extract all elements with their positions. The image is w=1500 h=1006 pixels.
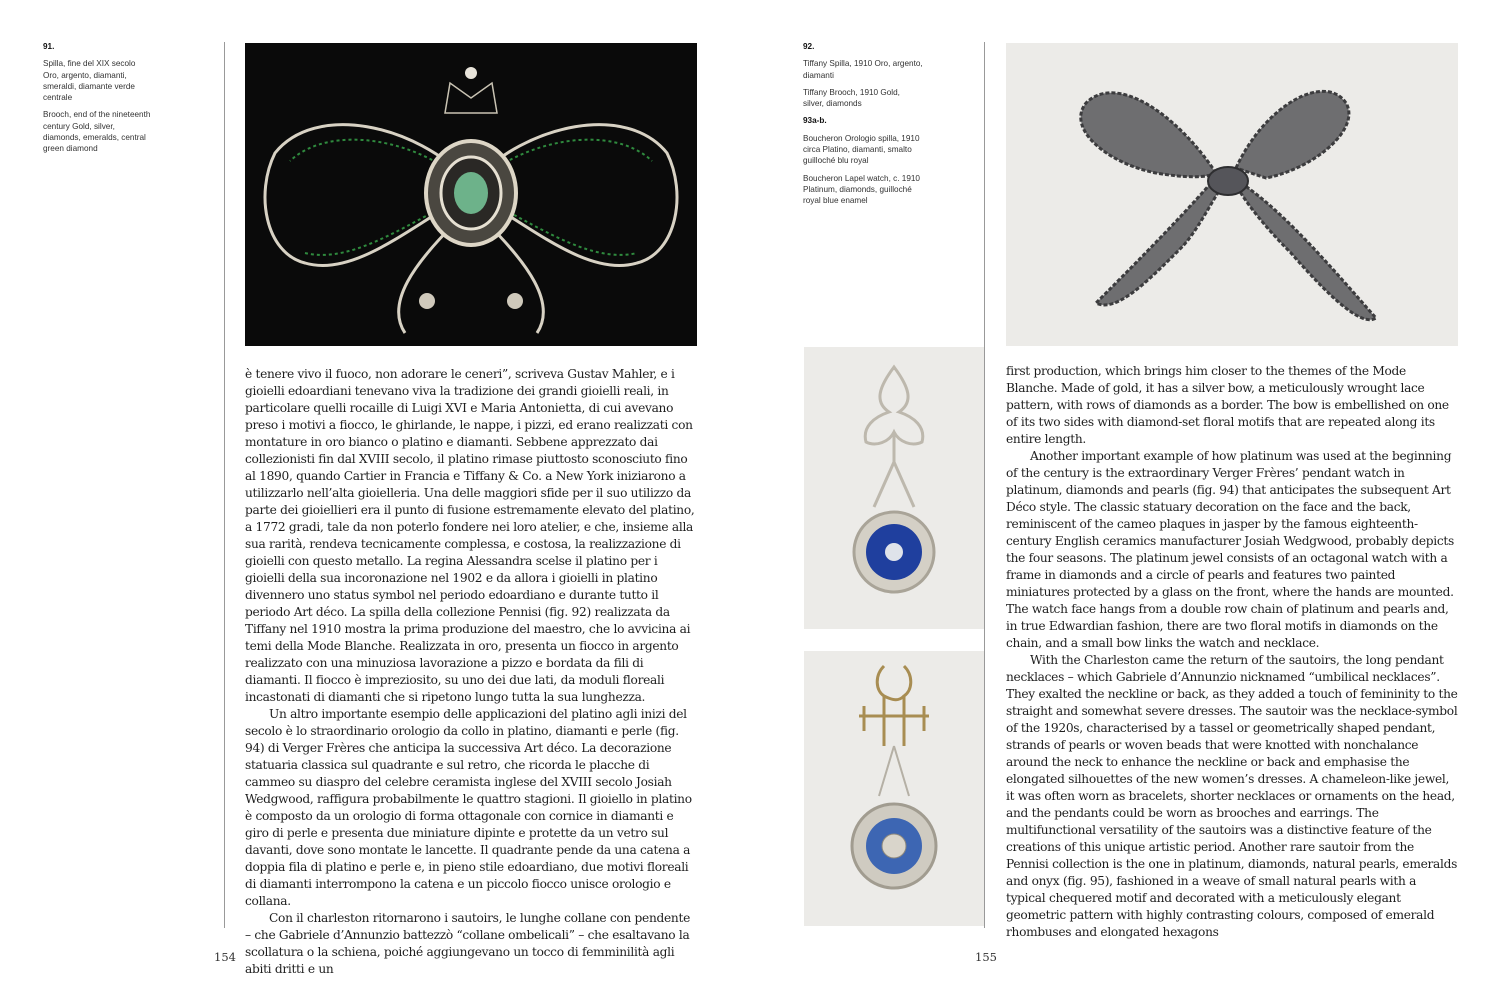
paragraph: With the Charleston came the return of the sautoirs, the long pendant necklaces – which Gabriele d’Annunzio nicknamed “umbilical necklaces”. They exalted the neckline or back, as they added a touch of femininity to the straight and somewhat severe dresses. The sautoir was the necklace-symbol of the 1920s, characterised by a tassel or geometrically shaped pendant, strands of pearls or woven beads that were knotted with nonchalance around the neck to enhance the neckline or back and emphasise the elongated silhouettes of the new women’s dresses. A chameleon-like jewel, it was often worn as bracelets, shorter necklaces or ornaments on the head, and the pendants could be worn as brooches and earrings. The multifunctional versatility of the sautoirs was a distinctive feature of the creations of this unique artistic period. Another rare sautoir from the Pennisi collection is the one in platinum, diamonds, natural pearls, emeralds and onyx (fig. 95), fashioned in a weave of small natural pearls with a typical chequered motif and decorated with a meticulously elegant geometric pattern with highly contrasting colours, composed of emerald rhombuses and elongated hexagons xyxy=(1006,653,1458,939)
caption-italian: Spilla, fine del XIX secolo Oro, argento, diamanti, smeraldi, diamante verde centrale xyxy=(43,59,136,103)
caption-english: Boucheron Lapel watch, c. 1910 Platinum, diamonds, guilloché royal blue enamel xyxy=(803,173,920,206)
emerald-bow-brooch-image xyxy=(245,43,697,346)
figure-number: 93a-b. xyxy=(803,116,827,126)
caption-italian: Boucheron Orologio spilla, 1910 circa Platino, diamanti, smalto guilloché blu royal xyxy=(803,133,920,166)
lace-bow-photo-fig-92 xyxy=(1006,43,1458,346)
paragraph: Another important example of how platinum was used at the beginning of the century is the extraordinary Verger Frères’ pendant watch in platinum, diamonds and pearls (fig. 94) that anticipates the subsequent Art Déco style. The classic statuary decoration on the face and the back, reminiscent of the cameo plaques in jasper by the famous eighteenth-century English ceramics manufacturer Josiah Wedgwood, probably depicts the four seasons. The platinum jewel consists of an octagonal watch with a frame in diamonds and a circle of pearls and features two painted miniatures protected by a glass on the front, where the hands are mounted. The watch face hangs from a double row chain of platinum and pearls and, in true Edwardian fashion, there are two floral motifs in diamonds on the chain, and a small bow links the watch and necklace. xyxy=(1006,449,1454,650)
figure-number: 91. xyxy=(43,42,55,51)
lace-bow-brooch-image xyxy=(1006,43,1458,346)
lapel-watch-front-image xyxy=(804,347,984,629)
paragraph: Con il charleston ritornarono i sautoirs, le lunghe collane con pendente – che Gabriele d’Annunzio battezzò “collane ombelicali” – che esaltavano la scollatura o la schiena, poiché aggiungevano un tocco di femminilità agli abiti dritti e un xyxy=(245,911,690,976)
lapel-watch-back-image xyxy=(804,651,984,926)
body-text-english xyxy=(1006,363,1458,941)
watch-photo-front-fig-93a xyxy=(804,347,984,629)
caption-fig-91 xyxy=(43,41,151,161)
caption-english: Tiffany Brooch, 1910 Gold, silver, diamonds xyxy=(803,87,900,109)
paragraph: è tenere vivo il fuoco, non adorare le ceneri”, scriveva Gustav Mahler, e i gioielli edoardiani tenevano viva la tradizione dei grandi gioielli reali, in particolare quelli rocaille di Luigi XVI e Maria Antonietta, di cui avevano preso i motivi a fiocco, le ghirlande, le nappe, i pizzi, ed erano realizzati con montature in oro bianco o platino e diamanti. Sebbene apprezzato dai collezionisti fin dal XVIII secolo, il platino rimase piuttosto sconosciuto fino al 1890, quando Cartier in Francia e Tiffany & Co. a New York iniziarono a utilizzarlo nell’alta gioielleria. Una delle maggiori sfide per il suo utilizzo da parte dei gioiellieri era il punto di fusione estremamente elevato del platino, a 1772 gradi, tale da non poterlo fondere nei loro atelier, e che, insieme alla sua rarità, rendeva tecnicamente complessa, e costosa, la realizzazione di gioielli con questo metallo. La regina Alessandra scelse il platino per i gioielli della sua incoronazione nel 1902 e da allora i gioielli in platino divennero uno status symbol nel periodo edoardiano e durante tutto il periodo Art déco. La spilla della collezione Pennisi (fig. 92) realizzata da Tiffany nel 1910 mostra la prima produzione del maestro, che lo avvicina ai temi della Mode Blanche. Realizzata in oro, presenta un fiocco in argento realizzato con una minuziosa lavorazione a pizzo e bordata da fili di diamanti. Il fiocco è impreziosito, su uno dei due lati, da moduli floreali incastonati di diamanti che si ripetono lungo tutta la sua lunghezza. xyxy=(245,367,695,704)
watch-photo-back-fig-93b xyxy=(804,651,984,926)
caption-italian: Tiffany Spilla, 1910 Oro, argento, diamanti xyxy=(803,59,923,80)
page-number-right: 155 xyxy=(975,950,997,964)
paragraph: first production, which brings him closer to the themes of the Mode Blanche. Made of gold, it has a silver bow, a meticulously wrought lace pattern, with rows of diamonds as a border. The bow is embellished on one of its two sides with diamond-set floral motifs that are repeated along its entire length. xyxy=(1006,364,1449,446)
column-rule-left xyxy=(224,42,225,928)
page-number-left: 154 xyxy=(214,950,236,964)
caption-english: Brooch, end of the nineteenth century Gold, silver, diamonds, emeralds, central green diamond xyxy=(43,110,151,154)
column-rule-right xyxy=(984,42,985,928)
body-text-italian xyxy=(245,366,697,978)
brooch-photo-fig-91 xyxy=(245,43,697,346)
figure-number: 92. xyxy=(803,42,815,51)
paragraph: Un altro importante esempio delle applicazioni del platino agli inizi del secolo è lo straordinario orologio da collo in platino, diamanti e perle (fig. 94) di Verger Frères che anticipa la successiva Art déco. La decorazione statuaria classica sul quadrante e sul retro, che ricorda le placche di cammeo su diaspro del celebre ceramista inglese del XVIII secolo Josiah Wedgwood, raffigura probabilmente le quattro stagioni. Il gioiello in platino è composto da un orologio di forma ottagonale con cornice in diamanti e giro di perle e presenta due miniature dipinte e protette da un vetro sul davanti, dove sono montate le lancette. Il quadrante pende da una catena a doppia fila di platino e perle e, in pieno stile edoardiano, due motivi floreali di diamanti interrompono la catena e un piccolo fiocco unisce orologio e collana. xyxy=(245,707,692,908)
caption-fig-92-93 xyxy=(803,41,923,213)
